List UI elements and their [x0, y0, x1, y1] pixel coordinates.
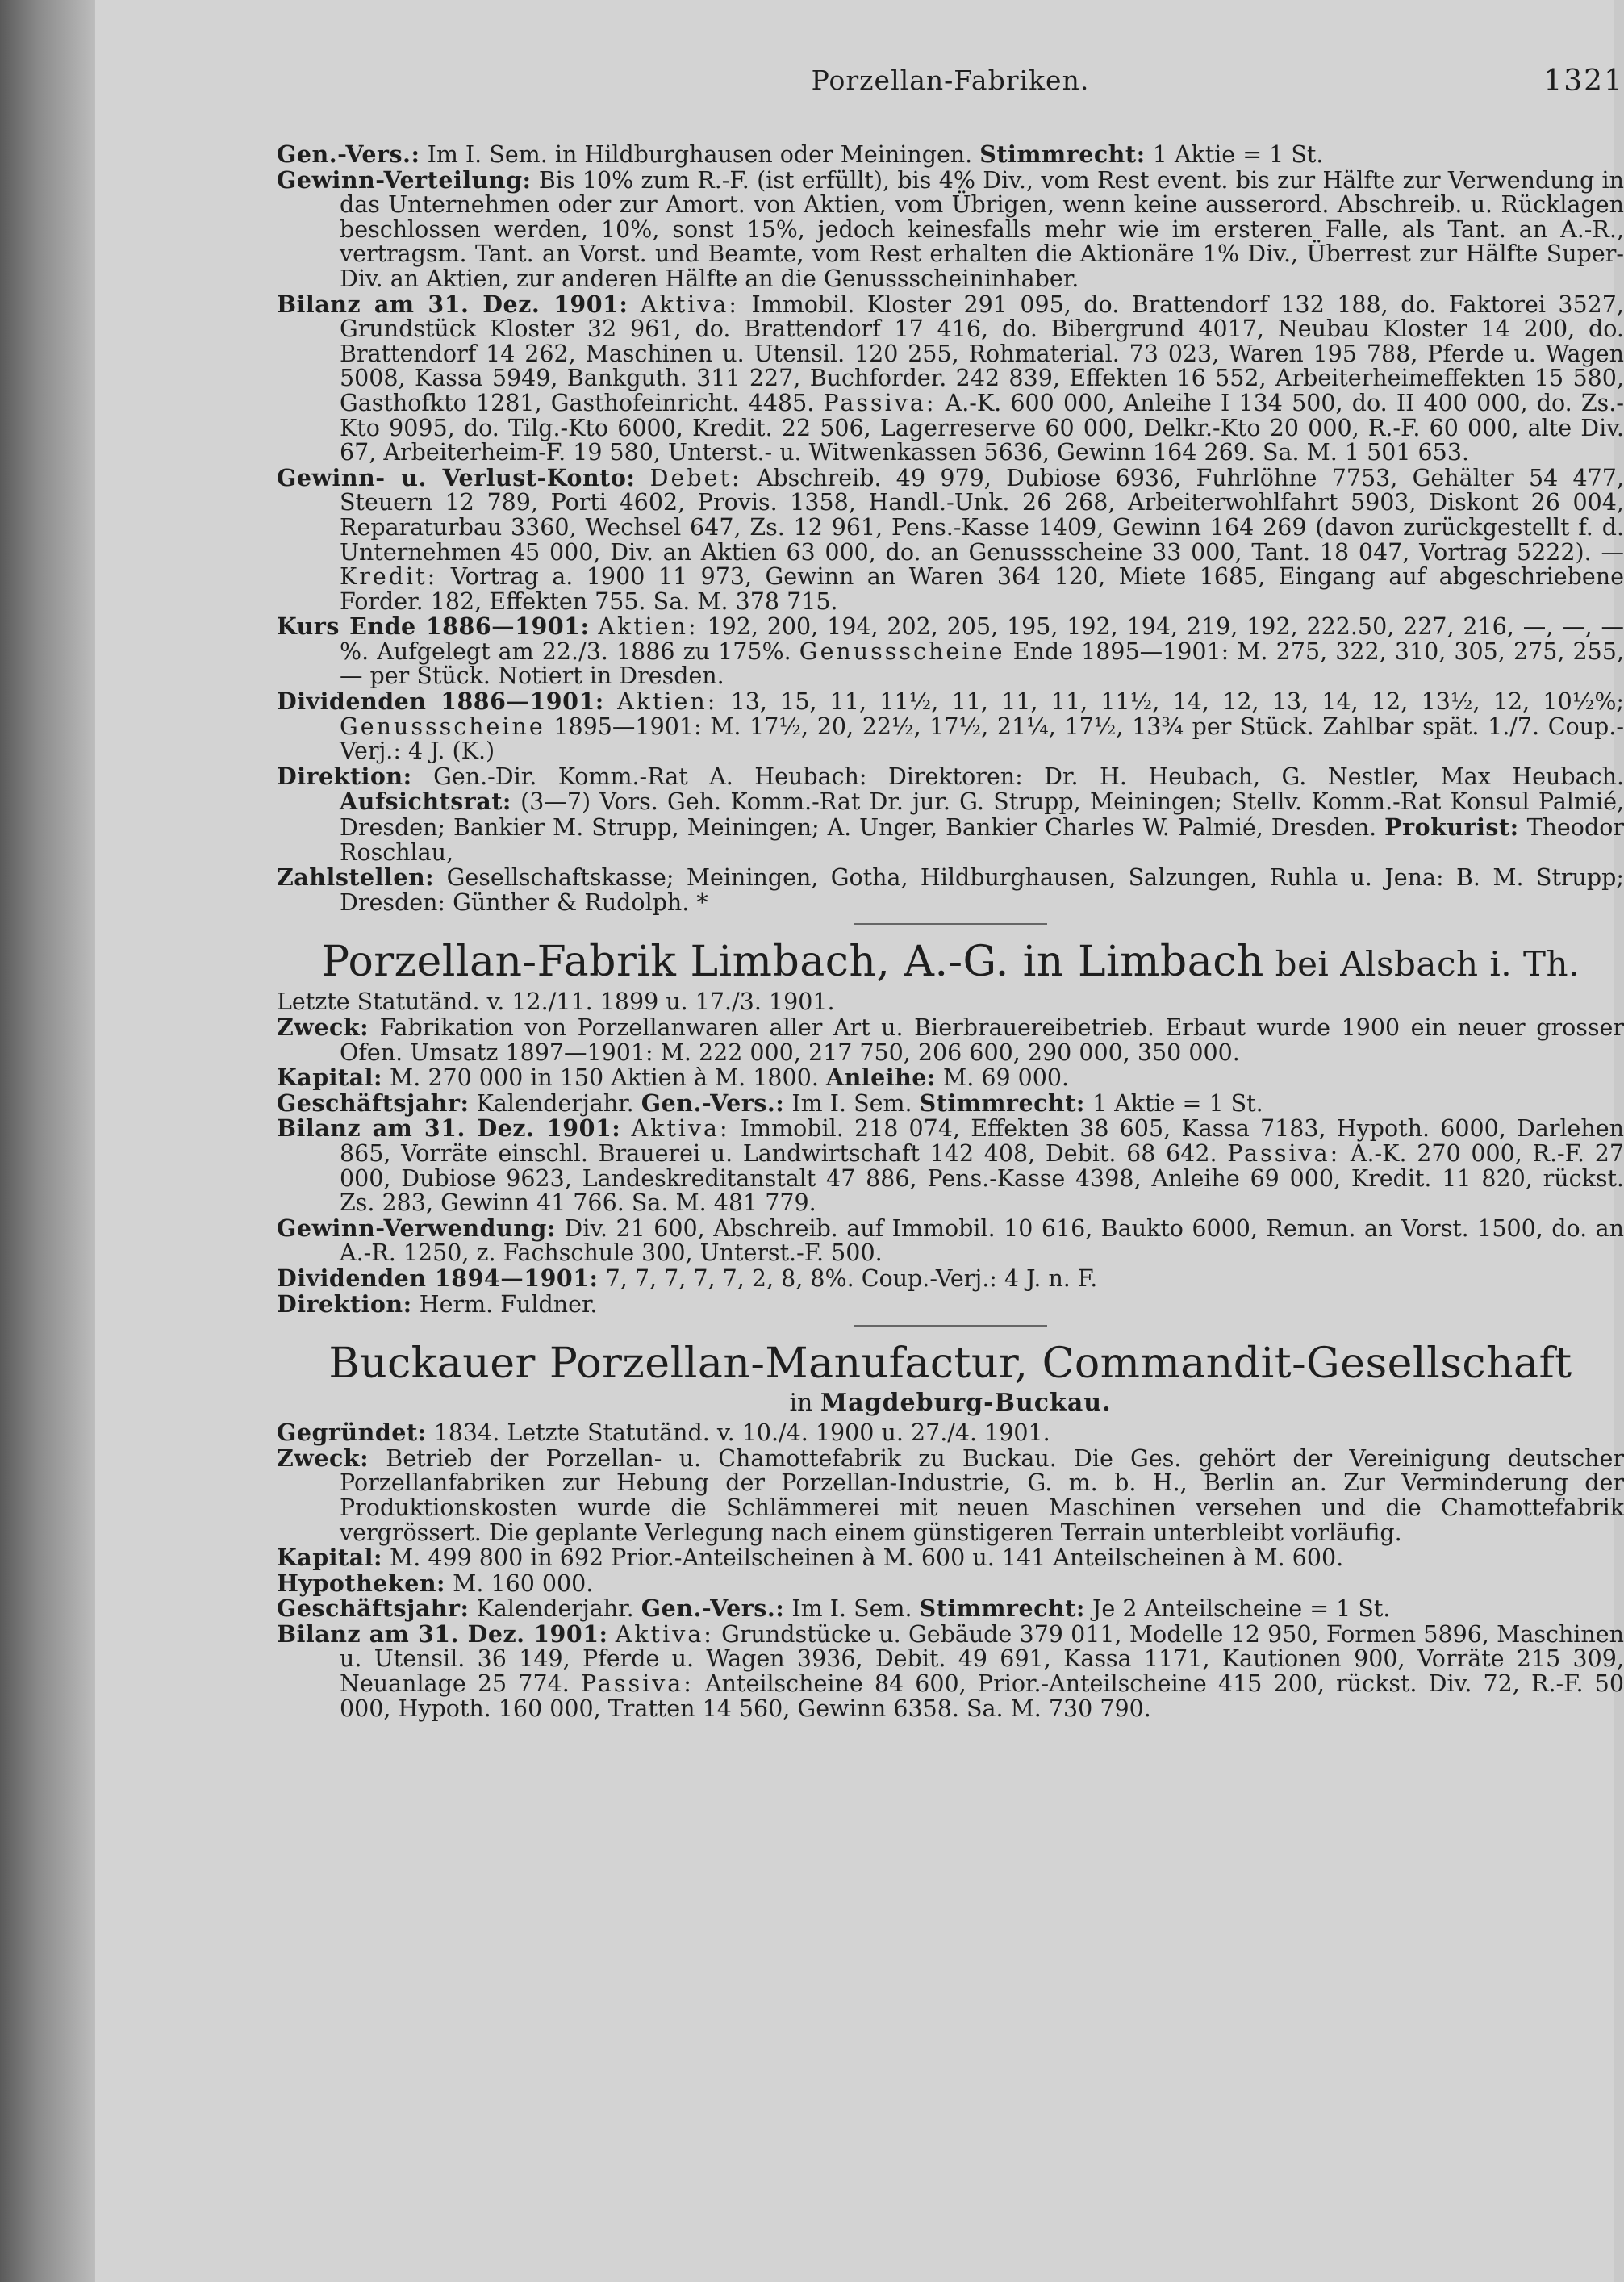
scanned-page: [95, 0, 1624, 2282]
kapital-label-3: Kapital:: [277, 1544, 382, 1572]
geschaeftsjahr-label-3: Geschäftsjahr:: [277, 1594, 470, 1623]
anleihe-label: Anleihe:: [825, 1064, 936, 1092]
geschaeftsjahr-label: Geschäftsjahr:: [277, 1089, 470, 1117]
direktion-text-2: Herm. Fuldner.: [411, 1290, 598, 1318]
header-title: Porzellan-Fabriken.: [811, 65, 1090, 96]
bilanz-aktiva-text: Immobil. Kloster 291 095, do. Brattendorf 132 188, do. Faktorei 3527, Grundstück Kloster 32 961, do. Brattendorf 17 416, do. Bibergrund 4017, Neubau Kloster 14 200, do. Brattendorf 14 262, Maschinen u. Utensil. 120 255, Rohmaterial. 73 023, Waren 195 788, Pferde u. Wagen 5008, Kassa 5949, Bankguth. 311 227, Buchforder. 242 839, Effekten 16 552, Arbeiterheimeffekten 15 580, Gasthofkto 1281, Gasthofeinricht. 4485.: [340, 290, 1624, 416]
anleihe-text: M. 69 000.: [935, 1064, 1070, 1092]
kredit-word: Kredit:: [340, 563, 438, 591]
company-title-buckau: [277, 1338, 1624, 1390]
geschaeftsjahr-entry: [277, 1091, 1624, 1117]
passiva-word-2: Passiva:: [1227, 1139, 1341, 1167]
gegruendet-entry: [277, 1420, 1624, 1446]
kurs-genussscheine-word: Genussscheine: [799, 637, 1005, 665]
bilanz-label: Bilanz am 31. Dez. 1901:: [277, 290, 628, 318]
dividenden-entry: [277, 689, 1624, 764]
bilanz-label-3: Bilanz am 31. Dez. 1901:: [277, 1620, 608, 1648]
aufsichtsrat-label: Aufsichtsrat:: [340, 788, 511, 816]
passiva-word-3: Passiva:: [580, 1670, 694, 1698]
gewinn-verteilung-label: Gewinn-Verteilung:: [277, 165, 532, 194]
kurs-aktien-word: Aktien:: [598, 613, 699, 641]
gegruendet-text: 1834. Letzte Statutänd. v. 10./4. 1900 u. 27./4. 1901.: [426, 1419, 1050, 1447]
dividenden-text-2: 7, 7, 7, 7, 7, 2, 8, 8%. Coup.-Verj.: 4 J. n. F.: [598, 1264, 1098, 1292]
gewinn-verwendung-entry: [277, 1216, 1624, 1266]
zweck-text: Fabrikation von Porzellanwaren aller Art u. Bierbrauereibetrieb. Erbaut wurde 1900 ein neuer grosser Ofen. Umsatz 1897—1901: M. 222 000, 217 750, 206 600, 290 000, 350 000.: [340, 1014, 1624, 1066]
guv-debet-text: Abschreib. 49 979, Dubiose 6936, Fuhrlöhne 7753, Gehälter 54 477, Steuern 12 789, Porti 4602, Provis. 1358, Handl.-Unk. 26 268, Arbeiterwohlfahrt 5903, Diskont 26 004, Reparaturbau 3360, Wechsel 647, Zs. 12 961, Pens.-Kasse 1409, Gewinn 164 269 (davon zurückgestellt f. d. Unternehmen 45 000, Div. an Aktien 63 000, do. an Genussscheine 33 000, Tant. 18 047, Vortrag 5222). —: [340, 464, 1624, 566]
gen-vers-entry: [277, 142, 1624, 168]
passiva-word: Passiva:: [823, 389, 937, 416]
section-divider: [854, 923, 1047, 925]
aufsichtsrat-text: (3—7) Vors. Geh. Komm.-Rat Dr. jur. G. Strupp, Meiningen; Stellv. Komm.-Rat Konsul Palmié, Dresden; Bankier M. Strupp, Meiningen; A. Unger, Bankier Charles W. Palmié, Dresden.: [340, 788, 1624, 842]
prokurist-text: Theodor Roschlau,: [340, 814, 1624, 866]
bilanz-entry-2: [277, 1116, 1624, 1215]
dividenden-label: Dividenden 1886—1901:: [277, 688, 604, 716]
stimmrecht-label-3: Stimmrecht:: [919, 1594, 1085, 1623]
guv-entry: [277, 463, 1624, 615]
zweck-text-3: Betrieb der Porzellan- u. Chamottefabrik zu Buckau. Die Ges. gehört der Vereinigung deutscher Porzellanfabriken zur Hebung der Porzellan-Industrie, G. m. b. H., Berlin an. Zur Verminderung der Produktionskosten wurde die Schlämmerei mit neuen Maschinen versehen und die Chamottefabrik vergrössert. Die geplante Verlegung nach einem günstigeren Terrain unterbleibt vorläufig.: [340, 1444, 1624, 1546]
zweck-entry-3: [277, 1446, 1624, 1545]
kapital-entry-3: [277, 1545, 1624, 1571]
page-gutter-shadow: [0, 0, 95, 2282]
page-content: [277, 65, 1624, 1721]
company-sub-in: in: [789, 1389, 820, 1418]
bilanz-entry-3: [277, 1622, 1624, 1721]
gen-vers-label-3: Gen.-Vers.:: [641, 1594, 785, 1623]
bilanz-passiva-text-2: A.-K. 270 000, R.-F. 27 000, Dubiose 9623, Landeskreditanstalt 47 886, Pens.-Kasse 4398, Anleihe 69 000, Kredit. 11 820, rückst. Zs. 283, Gewinn 41 766. Sa. M. 481 779.: [340, 1139, 1624, 1217]
stimmrecht-label-2: Stimmrecht:: [919, 1089, 1085, 1117]
kurs-text: 192, 200, 194, 202, 205, 195, 192, 194, 219, 192, 222.50, 227, 216, —, —, —%. Aufgelegt am 22./3. 1886 zu 175%.: [340, 613, 1624, 665]
debet-word: Debet:: [649, 464, 742, 491]
kurs-text-2: Ende 1895—1901: M. 275, 322, 310, 305, 275, 255, — per Stück. Notiert in Dresden.: [340, 637, 1624, 690]
section-divider-2: [854, 1325, 1047, 1327]
kurs-label: Kurs Ende 1886—1901:: [277, 612, 590, 641]
kapital-text: M. 270 000 in 150 Aktien à M. 1800.: [382, 1064, 826, 1092]
bilanz-aktiva-text-3: Grundstücke u. Gebäude 379 011, Modelle 12 950, Formen 5896, Maschinen u. Utensil. 36 149, Pferde u. Wagen 3936, Debit. 49 691, Kassa 1171, Kautionen 900, Vorräte 215 309, Neuanlage 25 774.: [340, 1620, 1624, 1698]
guv-label: Gewinn- u. Verlust-Konto:: [277, 463, 636, 491]
aktiva-word-2: Aktiva:: [631, 1115, 730, 1143]
gen-vers-label-2: Gen.-Vers.:: [641, 1089, 785, 1117]
gewinn-verwendung-text: Div. 21 600, Abschreib. auf Immobil. 10 616, Baukto 6000, Remun. an Vorst. 1500, do. an A.-R. 1250, z. Fachschule 300, Unterst.-F. 500.: [340, 1214, 1624, 1267]
company-title-main: Porzellan-Fabrik Limbach, A.-G. in Limbach: [321, 938, 1264, 987]
gewinn-verwendung-label: Gewinn-Verwendung:: [277, 1214, 556, 1242]
dividenden-label-2: Dividenden 1894—1901:: [277, 1264, 599, 1292]
gewinn-verteilung-text: Bis 10% zum R.-F. (ist erfüllt), bis 4% Div., vom Rest event. bis zur Hälfte zur Verwendung in das Unternehmen oder zur Amort. von Aktien, vom Übrigen, wenn keine ausserord. Abschreib. u. Rücklagen beschlossen werden, 10%, sonst 15%, jedoch keinesfalls mehr wie im ersteren Falle, als Tant. an A.-R., vertragsm. Tant. an Vorst. und Beamte, vom Rest erhalten die Aktionäre 1% Div., Überrest zur Hälfte Super-Div. an Aktien, zur anderen Hälfte an die Genussscheininhaber.: [340, 166, 1624, 292]
prokurist-label: Prokurist:: [1384, 813, 1519, 842]
gen-vers-text-2: Im I. Sem.: [784, 1089, 920, 1117]
zahlstellen-text: Gesellschaftskasse; Meiningen, Gotha, Hildburghausen, Salzungen, Ruhla u. Jena: B. M. Strupp; Dresden: Günther & Rudolph. *: [340, 864, 1624, 916]
geschaeftsjahr-text-3: Kalenderjahr.: [469, 1595, 641, 1623]
bilanz-passiva-text-3: Anteilscheine 84 600, Prior.-Anteilscheine 415 200, rückst. Div. 72, R.-F. 50 000, Hypoth. 160 000, Tratten 14 560, Gewinn 6358. Sa. M. 730 790.: [340, 1670, 1624, 1722]
zweck-label-3: Zweck:: [277, 1444, 369, 1472]
gen-vers-label: Gen.-Vers.:: [277, 140, 420, 168]
div-genuss-text: 1895—1901: M. 17½, 20, 22½, 17½, 21¼, 17½, 13¾ per Stück. Zahlbar spät. 1./7. Coup.-Verj.: 4 J. (K.): [340, 713, 1624, 765]
bilanz-aktiva-text-2: Immobil. 218 074, Effekten 38 605, Kassa 7183, Hypoth. 6000, Darlehen 865, Vorräte einschl. Brauerei u. Landwirtschaft 142 408, Debit. 68 642.: [340, 1115, 1624, 1167]
gewinn-verteilung-entry: [277, 165, 1624, 292]
gen-vers-text-3: Im I. Sem.: [784, 1595, 920, 1623]
bilanz-passiva-text: A.-K. 600 000, Anleihe I 134 500, do. II 400 000, do. Zs.-Kto 9095, do. Tilg.-Kto 6000, Kredit. 22 506, Lagerreserve 60 000, Delkr.-Kto 20 000, R.-F. 60 000, alte Div. 67, Arbeiterheim-F. 19 580, Unterst.- u. Witwenkassen 5636, Gewinn 164 269. Sa. M. 1 501 653.: [340, 389, 1624, 466]
dividenden-entry-2: [277, 1266, 1624, 1292]
company-title-limbach: [277, 936, 1624, 990]
direktion-label-2: Direktion:: [277, 1289, 412, 1318]
kapital-label: Kapital:: [277, 1064, 382, 1092]
bilanz-label-2: Bilanz am 31. Dez. 1901:: [277, 1114, 621, 1143]
bilanz-entry: [277, 292, 1624, 466]
company-title-main-3: Buckauer Porzellan-Manufactur, Commandit-Gesellschaft: [328, 1340, 1572, 1389]
aktiva-word-3: Aktiva:: [615, 1620, 714, 1648]
kapital-text-3: M. 499 800 in 692 Prior.-Anteilscheinen à M. 600 u. 141 Anteilscheinen à M. 600.: [382, 1544, 1344, 1572]
gegruendet-label: Gegründet:: [277, 1419, 427, 1447]
direktion-label: Direktion:: [277, 762, 412, 790]
div-aktien-text: 13, 15, 11, 11½, 11, 11, 11, 11½, 14, 12, 13, 14, 12, 13½, 12, 10½%;: [717, 688, 1624, 716]
stimmrecht-label: Stimmrecht:: [979, 140, 1146, 168]
statut-line: [277, 990, 1624, 1015]
zweck-label: Zweck:: [277, 1014, 369, 1041]
zweck-entry: [277, 1015, 1624, 1065]
guv-kredit-text: Vortrag a. 1900 11 973, Gewinn an Waren 364 120, Miete 1685, Eingang auf abgeschriebene Forder. 182, Effekten 755. Sa. M. 378 715.: [340, 563, 1624, 615]
geschaeftsjahr-entry-3: [277, 1596, 1624, 1622]
running-header: [277, 65, 1624, 110]
stimmrecht-text-3: Je 2 Anteilscheine = 1 St.: [1084, 1595, 1391, 1623]
direktion-entry: [277, 764, 1624, 865]
kapital-entry: [277, 1065, 1624, 1091]
page-number: 1321: [1543, 65, 1624, 98]
kurs-entry: [277, 614, 1624, 689]
hypotheken-entry: [277, 1571, 1624, 1597]
geschaeftsjahr-text: Kalenderjahr.: [469, 1089, 641, 1117]
company-sub-place: Magdeburg-Buckau.: [820, 1389, 1112, 1418]
zahlstellen-entry: [277, 865, 1624, 915]
statut-text: Letzte Statutänd. v. 12./11. 1899 u. 17./3. 1901.: [277, 988, 835, 1016]
div-genussscheine-word: Genussscheine: [340, 713, 545, 740]
company-location-line: [277, 1390, 1624, 1417]
stimmrecht-text-2: 1 Aktie = 1 St.: [1084, 1089, 1263, 1117]
aktiva-word: Aktiva:: [640, 290, 739, 318]
stimmrecht-text: 1 Aktie = 1 St.: [1145, 141, 1324, 168]
company-title-location: bei Alsbach i. Th.: [1263, 944, 1580, 984]
zahlstellen-label: Zahlstellen:: [277, 863, 435, 892]
direktion-text: Gen.-Dir. Komm.-Rat A. Heubach: Direktoren: Dr. H. Heubach, G. Nestler, Max Heubach.: [411, 763, 1624, 790]
direktion-entry-2: [277, 1289, 1624, 1318]
hypotheken-text: M. 160 000.: [445, 1569, 594, 1597]
gen-vers-text: Im I. Sem. in Hildburghausen oder Meiningen.: [420, 141, 980, 168]
hypotheken-label: Hypotheken:: [277, 1569, 446, 1597]
div-aktien-word: Aktien:: [617, 688, 718, 716]
